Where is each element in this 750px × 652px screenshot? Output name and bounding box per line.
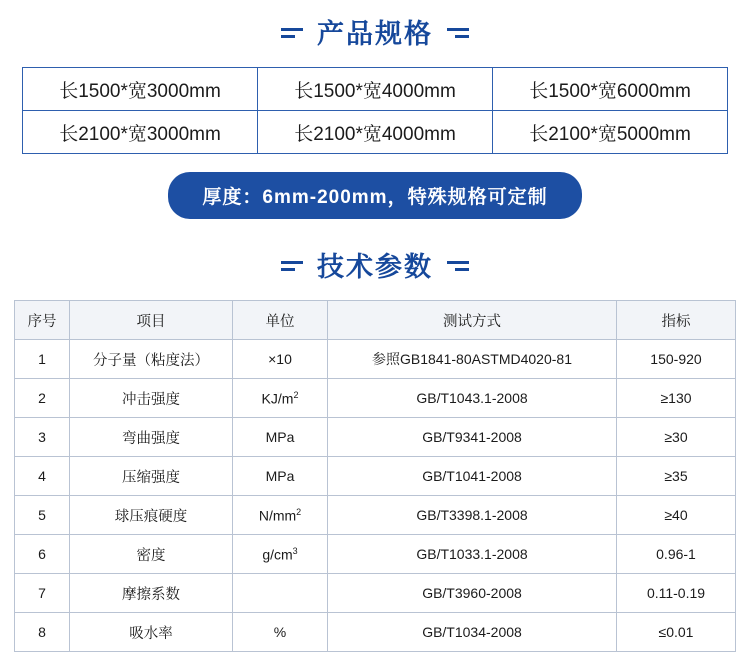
thickness-banner-wrap: [0, 172, 750, 219]
cell-test: GB/T9341-2008: [328, 418, 617, 457]
cell-index: ≤0.01: [617, 613, 736, 652]
tech-params-heading: [0, 245, 750, 284]
cell-no: 2: [15, 379, 70, 418]
cell-no: 5: [15, 496, 70, 535]
cell-no: 1: [15, 340, 70, 379]
unit-superscript: 2: [293, 389, 299, 400]
spec-table: [22, 67, 728, 154]
product-spec-document: [0, 12, 750, 642]
table-row: [15, 496, 736, 535]
table-row: [15, 340, 736, 379]
spec-cell: 长1500*宽3000mm: [23, 68, 258, 111]
table-row: [15, 535, 736, 574]
spec-cell: 长2100*宽5000mm: [493, 111, 728, 154]
table-row: [15, 457, 736, 496]
unit-superscript: 2: [296, 506, 302, 517]
column-header-item: 项目: [70, 301, 233, 340]
cell-item: 弯曲强度: [70, 418, 233, 457]
cell-index: 0.11-0.19: [617, 574, 736, 613]
cell-no: 6: [15, 535, 70, 574]
cell-item: 密度: [70, 535, 233, 574]
spec-cell: 长2100*宽3000mm: [23, 111, 258, 154]
cell-test: GB/T3398.1-2008: [328, 496, 617, 535]
cell-index: ≥130: [617, 379, 736, 418]
column-header-test: 测试方式: [328, 301, 617, 340]
heading-dash-right-icon: [447, 26, 469, 38]
cell-item: 球压痕硬度: [70, 496, 233, 535]
cell-index: ≥30: [617, 418, 736, 457]
cell-test: GB/T1033.1-2008: [328, 535, 617, 574]
column-header-unit: 单位: [233, 301, 328, 340]
cell-no: 4: [15, 457, 70, 496]
heading-dash-right-icon: [447, 259, 469, 271]
cell-index: ≥35: [617, 457, 736, 496]
cell-no: 7: [15, 574, 70, 613]
cell-item: 冲击强度: [70, 379, 233, 418]
cell-index: 150-920: [617, 340, 736, 379]
heading-dash-left-icon: [281, 26, 303, 38]
cell-unit: $N/mm^2$: [233, 496, 328, 535]
cell-item: 分子量（粘度法）: [70, 340, 233, 379]
table-header-row: [15, 301, 736, 340]
table-row: [15, 418, 736, 457]
table-row: [15, 613, 736, 652]
column-header-no: 序号: [15, 301, 70, 340]
tech-params-body: [15, 340, 736, 652]
table-row: [23, 68, 728, 111]
column-header-index: 指标: [617, 301, 736, 340]
spec-cell: 长1500*宽4000mm: [258, 68, 493, 111]
spec-cell: 长1500*宽6000mm: [493, 68, 728, 111]
cell-item: 压缩强度: [70, 457, 233, 496]
cell-no: 3: [15, 418, 70, 457]
spec-cell: 长2100*宽4000mm: [258, 111, 493, 154]
cell-no: 8: [15, 613, 70, 652]
cell-item: 摩擦系数: [70, 574, 233, 613]
table-row: [23, 111, 728, 154]
cell-item: 吸水率: [70, 613, 233, 652]
cell-unit: [233, 574, 328, 613]
cell-unit: MPa: [233, 418, 328, 457]
cell-test: 参照GB1841-80ASTMD4020-81: [328, 340, 617, 379]
cell-unit: %: [233, 613, 328, 652]
heading-dash-left-icon: [281, 259, 303, 271]
table-row: [15, 574, 736, 613]
cell-index: 0.96-1: [617, 535, 736, 574]
unit-superscript: 3: [292, 545, 298, 556]
cell-unit: MPa: [233, 457, 328, 496]
table-row: [15, 379, 736, 418]
cell-test: GB/T3960-2008: [328, 574, 617, 613]
product-spec-heading: [0, 12, 750, 51]
product-spec-heading-text: 产品规格: [317, 19, 433, 49]
cell-unit: ×10: [233, 340, 328, 379]
cell-index: ≥40: [617, 496, 736, 535]
cell-unit: $g/cm^3$: [233, 535, 328, 574]
tech-params-table: [14, 300, 736, 652]
cell-unit: $KJ/m^2$: [233, 379, 328, 418]
cell-test: GB/T1043.1-2008: [328, 379, 617, 418]
cell-test: GB/T1041-2008: [328, 457, 617, 496]
thickness-banner: 厚度：6mm-200mm，特殊规格可定制: [168, 172, 581, 219]
cell-test: GB/T1034-2008: [328, 613, 617, 652]
tech-params-heading-text: 技术参数: [317, 252, 433, 282]
